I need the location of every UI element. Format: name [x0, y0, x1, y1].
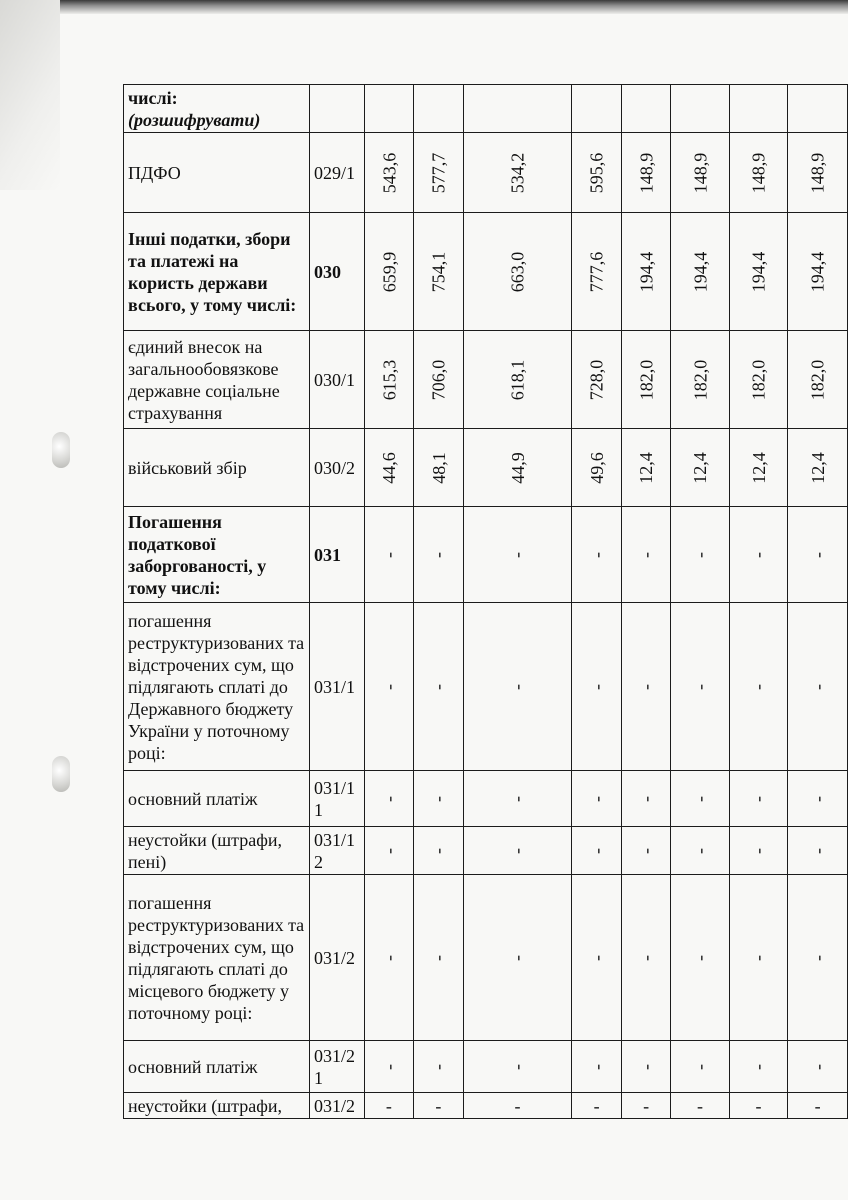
value-cell: - — [414, 507, 464, 603]
value-cell: - — [671, 875, 729, 1041]
value-cell: 12,4 — [729, 429, 787, 507]
value-cell: - — [621, 1093, 671, 1119]
value-cell: - — [729, 603, 787, 771]
punch-hole-bottom — [52, 756, 70, 792]
value-cell: - — [671, 771, 729, 827]
value-cell: 44,6 — [364, 429, 414, 507]
value-cell: - — [729, 827, 787, 875]
value-cell: 194,4 — [729, 213, 787, 331]
value-cell: - — [729, 875, 787, 1041]
row-label: основний платіж — [124, 771, 310, 827]
budget-table — [123, 84, 848, 1119]
value-cell: - — [414, 875, 464, 1041]
value-cell — [364, 85, 414, 133]
value-cell: 12,4 — [671, 429, 729, 507]
row-code: 030/2 — [310, 429, 365, 507]
value-cell: - — [364, 1041, 414, 1093]
row-label: погашення реструктуризованих та відстрочених сум, що підлягають сплаті до місцевого бюджету у поточному році: — [124, 875, 310, 1041]
row-label: неустойки (штрафи, — [124, 1093, 310, 1119]
row-code: 029/1 — [310, 133, 365, 213]
value-cell: - — [414, 771, 464, 827]
value-cell: - — [364, 875, 414, 1041]
row-label: основний платіж — [124, 1041, 310, 1093]
table-row — [124, 1041, 848, 1093]
value-cell: 618,1 — [463, 331, 572, 429]
table-row — [124, 213, 848, 331]
row-code: 031/2 — [310, 1093, 365, 1119]
value-cell: 44,9 — [463, 429, 572, 507]
value-cell: - — [463, 1093, 572, 1119]
table-row — [124, 1093, 848, 1119]
row-label: погашення реструктуризованих та відстрочених сум, що підлягають сплаті до Державного бюджету України у поточному році: — [124, 603, 310, 771]
value-cell: 182,0 — [671, 331, 729, 429]
value-cell — [572, 85, 622, 133]
value-cell: 182,0 — [788, 331, 848, 429]
row-code: 031/1 1 — [310, 771, 365, 827]
row-code — [310, 85, 365, 133]
value-cell: 148,9 — [671, 133, 729, 213]
value-cell — [671, 85, 729, 133]
value-cell: - — [621, 1041, 671, 1093]
value-cell: - — [788, 875, 848, 1041]
scan-top-edge — [0, 0, 848, 14]
value-cell: - — [414, 603, 464, 771]
value-cell: - — [572, 1041, 622, 1093]
value-cell — [414, 85, 464, 133]
value-cell: - — [729, 1041, 787, 1093]
row-label: військовий збір — [124, 429, 310, 507]
value-cell: 543,6 — [364, 133, 414, 213]
table-row — [124, 507, 848, 603]
scan-folded-corner — [0, 0, 60, 190]
value-cell: - — [364, 1093, 414, 1119]
value-cell: 148,9 — [788, 133, 848, 213]
table-row — [124, 875, 848, 1041]
value-cell: 12,4 — [621, 429, 671, 507]
value-cell: - — [671, 1093, 729, 1119]
value-cell: - — [364, 771, 414, 827]
value-cell: - — [671, 603, 729, 771]
value-cell: - — [572, 507, 622, 603]
value-cell: - — [729, 771, 787, 827]
value-cell — [463, 85, 572, 133]
value-cell: 12,4 — [788, 429, 848, 507]
value-cell: - — [572, 1093, 622, 1119]
value-cell: 754,1 — [414, 213, 464, 331]
row-label: Погашення податкової заборгованості, у тому числі: — [124, 507, 310, 603]
value-cell: 659,9 — [364, 213, 414, 331]
value-cell: - — [463, 1041, 572, 1093]
value-cell: 49,6 — [572, 429, 622, 507]
value-cell: - — [788, 1041, 848, 1093]
row-code: 030 — [310, 213, 365, 331]
value-cell: 728,0 — [572, 331, 622, 429]
value-cell: - — [572, 603, 622, 771]
value-cell: 194,4 — [671, 213, 729, 331]
table-row — [124, 429, 848, 507]
row-label: ПДФО — [124, 133, 310, 213]
table-row — [124, 771, 848, 827]
value-cell: - — [729, 1093, 787, 1119]
table-row — [124, 331, 848, 429]
value-cell — [621, 85, 671, 133]
value-cell: 615,3 — [364, 331, 414, 429]
value-cell: 663,0 — [463, 213, 572, 331]
row-code: 031 — [310, 507, 365, 603]
value-cell: - — [788, 827, 848, 875]
value-cell: 777,6 — [572, 213, 622, 331]
value-cell: 534,2 — [463, 133, 572, 213]
table-row — [124, 85, 848, 133]
value-cell: 194,4 — [621, 213, 671, 331]
row-code: 031/2 — [310, 875, 365, 1041]
value-cell: - — [364, 603, 414, 771]
value-cell: - — [414, 1093, 464, 1119]
value-cell: 48,1 — [414, 429, 464, 507]
row-label-note: (розшифрувати) — [128, 109, 261, 130]
value-cell: - — [788, 771, 848, 827]
value-cell: - — [364, 507, 414, 603]
value-cell: 182,0 — [621, 331, 671, 429]
value-cell: - — [788, 507, 848, 603]
row-label: єдиний внесок на загальнообовязкове державне соціальне страхування — [124, 331, 310, 429]
value-cell: - — [414, 1041, 464, 1093]
value-cell: - — [364, 827, 414, 875]
value-cell: - — [788, 603, 848, 771]
value-cell — [788, 85, 848, 133]
value-cell: - — [729, 507, 787, 603]
value-cell: - — [414, 827, 464, 875]
value-cell: 577,7 — [414, 133, 464, 213]
value-cell: - — [621, 507, 671, 603]
value-cell: - — [621, 875, 671, 1041]
value-cell: 194,4 — [788, 213, 848, 331]
row-code: 031/1 2 — [310, 827, 365, 875]
value-cell: 148,9 — [729, 133, 787, 213]
value-cell: - — [621, 771, 671, 827]
row-code: 030/1 — [310, 331, 365, 429]
value-cell: - — [671, 507, 729, 603]
value-cell: - — [572, 875, 622, 1041]
value-cell: 706,0 — [414, 331, 464, 429]
value-cell: - — [621, 603, 671, 771]
table-row — [124, 603, 848, 771]
value-cell: 148,9 — [621, 133, 671, 213]
value-cell: 595,6 — [572, 133, 622, 213]
value-cell: - — [463, 875, 572, 1041]
value-cell: - — [671, 827, 729, 875]
row-label — [124, 85, 310, 133]
value-cell: - — [788, 1093, 848, 1119]
value-cell: - — [463, 771, 572, 827]
table-row — [124, 827, 848, 875]
punch-hole-top — [52, 432, 70, 468]
row-label-text: числі: — [128, 87, 178, 108]
value-cell: - — [671, 1041, 729, 1093]
value-cell: - — [463, 827, 572, 875]
row-code: 031/2 1 — [310, 1041, 365, 1093]
value-cell: - — [572, 827, 622, 875]
row-code: 031/1 — [310, 603, 365, 771]
row-label: Інші податки, збори та платежі на користь держави всього, у тому числі: — [124, 213, 310, 331]
value-cell: - — [463, 507, 572, 603]
row-label: неустойки (штрафи, пені) — [124, 827, 310, 875]
value-cell — [729, 85, 787, 133]
value-cell: - — [621, 827, 671, 875]
value-cell: - — [463, 603, 572, 771]
value-cell: - — [572, 771, 622, 827]
table-row — [124, 133, 848, 213]
value-cell: 182,0 — [729, 331, 787, 429]
